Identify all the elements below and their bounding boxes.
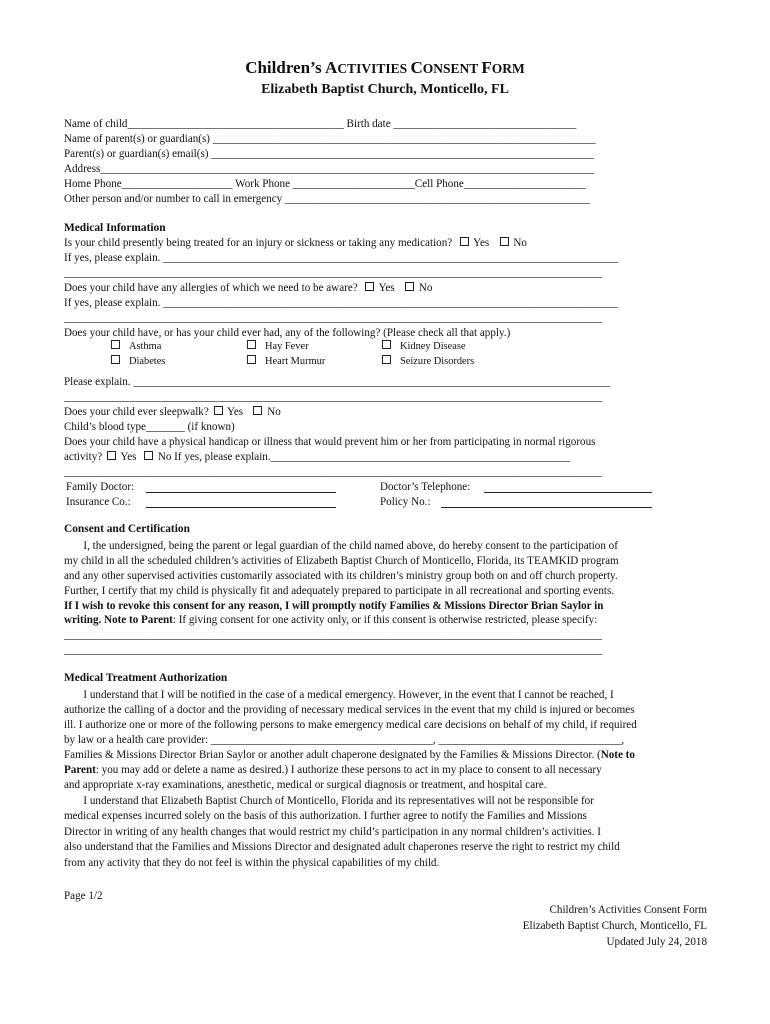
medication-question: Is your child presently being treated for an injury or sickness or taking any medication? Yes No [64,237,527,249]
parent-email-field[interactable]: Parent(s) or guardian(s) email(s) _____________________________________________________________________ [64,148,594,160]
insurance-input[interactable] [146,507,336,508]
checkbox-icon[interactable] [382,340,391,349]
treatment-text-line: and appropriate x-ray examinations, anesthetic, medical or surgical diagnosis or treatment, and hospital care. [64,779,547,791]
activity-line: activity? Yes No If yes, please explain.______________________________________________________ [64,451,571,463]
condition-heart-murmur[interactable]: Heart Murmur [245,355,325,369]
allergies-explain-line[interactable]: _________________________________________________________________________________________________ [64,312,603,324]
conditions-explain-field[interactable]: Please explain. ______________________________________________________________________________________ [64,376,611,388]
doctor-telephone-label: Doctor’s Telephone: [380,481,471,493]
footer-updated: Updated July 24, 2018 [606,936,707,948]
condition-diabetes[interactable]: Diabetes [109,355,165,369]
footer-church: Elizabeth Baptist Church, Monticello, FL [522,920,707,932]
emergency-contact-field[interactable]: Other person and/or number to call in emergency _______________________________________________________ [64,193,591,205]
treatment-text-line: ill. I authorize one or more of the following persons to make emergency medical care decisions on behalf of my child, if required [64,719,637,731]
allergies-no-checkbox[interactable] [405,282,414,291]
conditions-question: Does your child have, or has your child ever had, any of the following? (Please check all that apply.) [64,327,511,339]
treatment-text-line: Parent: you may add or delete a name as desired.) I authorize these persons to act in my place to consent to all necessary [64,764,602,776]
checkbox-icon[interactable] [111,355,120,364]
handicap-explain-line[interactable]: _________________________________________________________________________________________________ [64,466,603,478]
consent-heading: Consent and Certification [64,523,190,535]
medication-yes-checkbox[interactable] [460,237,469,246]
sleepwalk-question: Does your child ever sleepwalk? Yes No [64,406,281,418]
form-subtitle: Elizabeth Baptist Church, Monticello, FL [261,82,509,97]
consent-text-line: and any other supervised activities customarily associated with its children’s ministry group both on and off church property. [64,570,618,582]
treatment-text-line: Director in writing of any health changes that would restrict my child’s participation in any normal children’s activities. I [64,826,601,838]
allergies-yes-checkbox[interactable] [365,282,374,291]
address-field[interactable]: Address_________________________________________________________________________________________ [64,163,595,175]
condition-kidney-disease[interactable]: Kidney Disease [380,340,466,354]
family-doctor-input[interactable] [146,492,336,493]
restriction-line-1[interactable]: _________________________________________________________________________________________________ [64,629,603,641]
blood-type-field[interactable]: Child’s blood type_______ (if known) [64,421,235,433]
treatment-text-line: Families & Missions Director Brian Saylor or another adult chaperone designated by the Families & Missions Director. (Note to [64,749,635,761]
condition-seizure-disorders[interactable]: Seizure Disorders [380,355,474,369]
handicap-no-checkbox[interactable] [144,451,153,460]
checkbox-icon[interactable] [382,355,391,364]
handicap-yes-checkbox[interactable] [107,451,116,460]
treatment-text-line: authorize the calling of a doctor and the providing of necessary medical services in the event that my child is injured or becomes [64,704,635,716]
doctor-telephone-input[interactable] [484,492,652,493]
medical-information-heading: Medical Information [64,222,166,234]
note-to-parent-line: writing. Note to Parent: If giving consent for one activity only, or if this consent is otherwise restricted, please specify: [64,614,598,626]
treatment-text-line: I understand that I will be notified in the case of a medical emergency. However, in the event that I cannot be reached, I [64,689,614,701]
allergies-explain-field[interactable]: If yes, please explain. __________________________________________________________________________________ [64,297,619,309]
parent-name-field[interactable]: Name of parent(s) or guardian(s) _____________________________________________________________________ [64,133,596,145]
checkbox-icon[interactable] [247,355,256,364]
insurance-label: Insurance Co.: [66,496,131,508]
checkbox-icon[interactable] [111,340,120,349]
authorized-persons-field[interactable]: by law or a health care provider: ________________________________________, _________________________________, [64,734,625,746]
treatment-text-line: from any activity that they do not feel is within the physical capabilities of my child. [64,857,440,869]
treatment-text-line: medical expenses incurred solely on the basis of this authorization. I further agree to notify the Families and Missions [64,810,587,822]
family-doctor-label: Family Doctor: [66,481,135,493]
sleepwalk-yes-checkbox[interactable] [214,406,223,415]
allergies-question: Does your child have any allergies of which we need to be aware? Yes No [64,282,433,294]
sleepwalk-no-checkbox[interactable] [253,406,262,415]
conditions-explain-line[interactable]: _________________________________________________________________________________________________ [64,391,603,403]
phone-fields[interactable]: Home Phone____________________ Work Phone ______________________Cell Phone______________________ [64,178,586,190]
form-title: Children’s ACTIVITIES CONSENT FORM [245,58,525,77]
footer-form-name: Children’s Activities Consent Form [549,904,707,916]
medication-no-checkbox[interactable] [500,237,509,246]
policy-number-input[interactable] [441,507,652,508]
checkbox-icon[interactable] [247,340,256,349]
consent-text-line: Further, I certify that my child is physically fit and adequately prepared to participate in all recreational and sporting events. [64,585,615,597]
consent-text-line: I, the undersigned, being the parent or legal guardian of the child named above, do hereby consent to the participation of [64,540,618,552]
condition-asthma[interactable]: Asthma [109,340,161,354]
consent-text-line: my child in all the scheduled children’s activities of Elizabeth Baptist Church of Monticello, Florida, its TEAMKID program [64,555,619,567]
treatment-text-line: I understand that Elizabeth Baptist Church of Monticello, Florida and its representatives will not be responsible for [64,795,594,807]
page-number: Page 1/2 [64,890,103,902]
treatment-heading: Medical Treatment Authorization [64,672,228,684]
child-name-field[interactable]: Name of child_______________________________________ Birth date _________________________________ [64,118,577,130]
policy-number-label: Policy No.: [380,496,431,508]
revoke-notice: If I wish to revoke this consent for any reason, I will promptly notify Families & Missions Director Brian Saylor in [64,600,604,612]
medication-explain-field[interactable]: If yes, please explain. __________________________________________________________________________________ [64,252,619,264]
handicap-question: Does your child have a physical handicap or illness that would prevent him or her from participating in normal rigorous [64,436,596,448]
treatment-text-line: also understand that the Families and Missions Director and designated adult chaperones reserve the right to restrict my child [64,841,620,853]
restriction-line-2[interactable]: _________________________________________________________________________________________________ [64,644,603,656]
medication-explain-line[interactable]: _________________________________________________________________________________________________ [64,267,603,279]
condition-hay-fever[interactable]: Hay Fever [245,340,309,354]
